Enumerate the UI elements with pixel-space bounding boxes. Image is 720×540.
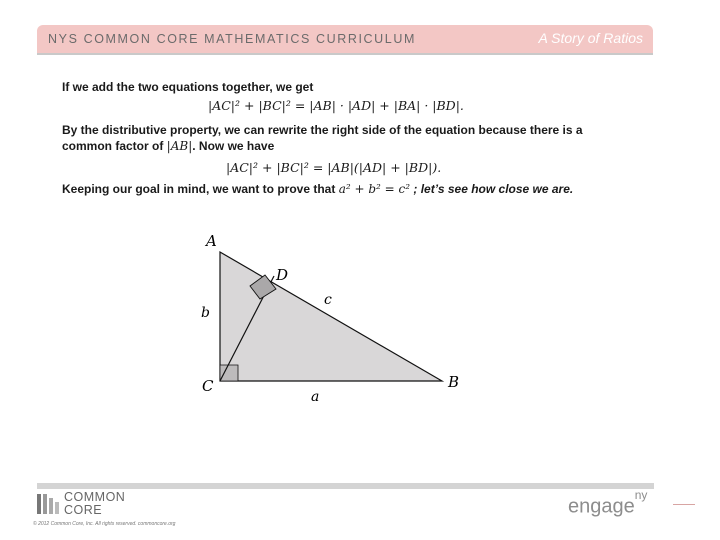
engageny-logo	[568, 488, 648, 519]
equation-2: |AC|² + |BC|² = |AB|(|AD| + |BD|).	[226, 160, 442, 175]
header-bar	[37, 25, 653, 53]
goal-suffix: ; let’s see how close we are.	[410, 182, 574, 196]
intro-sentence: If we add the two equations together, we get	[62, 80, 314, 94]
label-c-vertex: C	[202, 377, 214, 395]
logo-line-1: COMMON	[64, 490, 126, 504]
label-a-side: a	[311, 389, 320, 405]
module-subtitle: A Story of Ratios	[538, 30, 643, 46]
logo-line-2: CORE	[64, 503, 103, 517]
equation-1: |AC|² + |BC|² = |AB| · |AD| + |BA| · |BD|.	[208, 98, 464, 113]
engage-ny-superscript: ny	[634, 488, 648, 502]
distributive-sentence: By the distributive property, we can rewrite the right side of the equation because there is a	[62, 123, 583, 137]
goal-prefix: Keeping our goal in mind, we want to prove that	[62, 182, 339, 196]
right-triangle-figure	[190, 225, 490, 415]
common-factor-sentence	[62, 139, 274, 153]
common-factor-prefix: common factor of	[62, 139, 167, 153]
common-core-wordmark	[64, 491, 125, 517]
curriculum-title: NYS COMMON CORE MATHEMATICS CURRICULUM	[48, 32, 416, 46]
label-d-vertex: D	[276, 266, 289, 284]
right-angle-c	[220, 365, 238, 381]
label-b-side: b	[201, 305, 210, 321]
footer-divider	[37, 483, 654, 489]
copyright-notice: © 2012 Common Core, Inc. All rights reserved. commoncore.org	[33, 521, 176, 527]
common-core-logo-icon	[37, 494, 61, 514]
footer-accent-dash	[673, 504, 695, 505]
engage-word: engage	[568, 495, 635, 518]
header-divider	[37, 53, 653, 55]
label-b-vertex: B	[448, 373, 460, 391]
goal-math: a² + b² = c²	[338, 182, 411, 196]
label-a-vertex: A	[206, 232, 217, 250]
common-factor-suffix: . Now we have	[192, 139, 275, 153]
label-c-side: c	[324, 292, 332, 308]
common-factor-math: |AB|	[166, 139, 193, 153]
goal-sentence	[62, 182, 573, 196]
